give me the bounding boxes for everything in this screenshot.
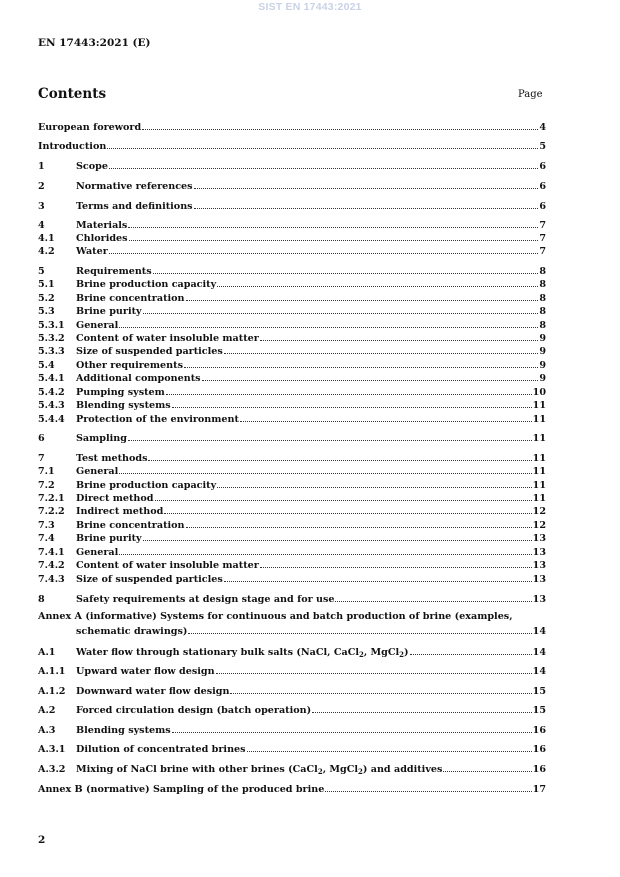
toc-entry[interactable] [38,451,546,464]
toc-entry-annex-a[interactable] [38,610,546,639]
toc-entry[interactable] [38,277,546,290]
toc-entry-number: 7 [38,453,45,464]
toc-entry-title: Dilution of concentrated brines [76,744,246,755]
toc-entry-page: 15 [532,705,546,716]
toc-entry-title: Blending systems [76,725,171,736]
toc-entry-title: Brine concentration [76,520,185,531]
toc-entry-page: 8 [539,279,546,290]
toc-entry[interactable] [38,331,546,344]
dot-leader [224,344,539,354]
dot-leader [119,545,531,555]
toc-entry-number: 2 [38,181,45,192]
dot-leader [119,464,531,474]
dot-leader [260,331,539,341]
toc-entry-page: 12 [532,520,546,531]
dot-leader [325,782,531,792]
dot-leader [129,231,539,241]
toc-entry-title: Direct method [76,493,154,504]
toc-entry[interactable] [38,592,546,605]
toc-entry-title: Size of suspended particles [76,346,223,357]
dot-leader [109,244,539,254]
toc-entry-page: 5 [539,141,546,152]
toc-entry-number: 5 [38,266,45,277]
toc-entry[interactable] [38,645,546,658]
dot-leader [217,478,531,488]
toc-entry-page: 8 [539,266,546,277]
toc-entry-title: Terms and definitions [76,201,193,212]
toc-entry-number: 7.1 [38,466,55,477]
dot-leader [230,684,531,694]
toc-entry-page: 17 [532,784,546,795]
dot-leader [164,504,531,514]
toc-entry-title: Normative references [76,181,193,192]
toc-entry-number: 7.2.1 [38,493,65,504]
toc-entry-page: 6 [539,181,546,192]
dot-leader [153,264,539,274]
dot-leader [155,491,532,501]
toc-entry-title: Introduction [38,141,107,152]
toc-entry-number: 5.4.1 [38,373,65,384]
toc-entry-title: Water [76,246,108,257]
dot-leader [216,664,532,674]
toc-entry-title: Content of water insoluble matter [76,333,259,344]
toc-entry-page: 6 [539,161,546,172]
toc-entry[interactable] [38,371,546,384]
toc-entry-page: 16 [532,725,546,736]
toc-entry[interactable] [38,358,546,371]
toc-entry[interactable] [38,199,546,212]
toc-entry[interactable] [38,159,546,172]
toc-entry[interactable] [38,762,546,775]
dot-leader [184,358,538,368]
dot-leader [119,318,538,328]
dot-leader [172,723,532,733]
toc-entry[interactable] [38,723,546,736]
toc-entry[interactable] [38,318,546,331]
dot-leader [217,277,538,287]
toc-entry[interactable] [38,531,546,544]
toc-entry-page: 13 [532,547,546,558]
toc-entry-number: 7.4.2 [38,560,65,571]
table-of-contents [38,0,546,877]
toc-entry-page: 16 [532,744,546,755]
toc-entry-page: 11 [532,414,546,425]
toc-entry-number: 8 [38,594,45,605]
toc-entry-page: 10 [532,387,546,398]
dot-leader [188,624,531,634]
toc-entry-title: Scope [76,161,108,172]
toc-entry-number: 5.3.2 [38,333,65,344]
toc-entry[interactable] [38,291,546,304]
toc-entry-number: 7.4.1 [38,547,65,558]
toc-entry-page: 7 [539,220,546,231]
page-number: 2 [38,834,46,846]
page-column-label: Page [518,89,543,100]
toc-entry-title: General [76,320,119,331]
dot-leader [128,218,538,228]
toc-entry-number: 7.4 [38,533,55,544]
toc-entry-number: 5.1 [38,279,55,290]
toc-entry-number: 3 [38,201,45,212]
document-id: EN 17443:2021 (E) [38,37,151,49]
dot-leader [186,291,539,301]
dot-leader [186,518,532,528]
toc-entry-page: 16 [532,764,546,775]
dot-leader [194,179,539,189]
toc-entry-page: 13 [532,560,546,571]
toc-entry-number: A.3.1 [38,744,66,755]
toc-entry-page: 15 [532,686,546,697]
dot-leader [312,703,531,713]
dot-leader [247,742,532,752]
toc-entry-number: 6 [38,433,45,444]
toc-entry-page: 9 [539,373,546,384]
toc-entry-page: 11 [532,480,546,491]
dot-leader [109,159,538,169]
toc-entry-page: 8 [539,293,546,304]
toc-entry[interactable] [38,558,546,571]
toc-entry-number: 4.2 [38,246,55,257]
toc-entry[interactable] [38,179,546,192]
toc-entry-title: Other requirements [76,360,183,371]
toc-entry-number: A.2 [38,705,56,716]
toc-entry-title: General [76,466,119,477]
toc-entry-number: 7.2.2 [38,506,65,517]
toc-entry-title: Requirements [76,266,152,277]
toc-entry[interactable] [38,464,546,477]
toc-entry-title: Safety requirements at design stage and for use [76,594,335,605]
dot-leader [443,762,531,772]
dot-leader [240,412,532,422]
toc-entry-number: 5.3 [38,306,55,317]
toc-entry-title: General [76,547,119,558]
toc-entry-title: Test methods [76,453,148,464]
toc-entry-title: Indirect method [76,506,164,517]
toc-entry-page: 7 [539,246,546,257]
toc-entry[interactable] [38,478,546,491]
dot-leader [148,451,531,461]
toc-entry-number: 5.3.1 [38,320,65,331]
toc-entry[interactable] [38,504,546,517]
dot-leader [128,431,532,441]
toc-entry-number: 7.2 [38,480,55,491]
toc-entry-title: Materials [76,220,128,231]
dot-leader [335,592,531,602]
toc-entry-title: Brine purity [76,533,142,544]
toc-entry-number: 5.4.4 [38,414,65,425]
toc-entry-page: 11 [532,400,546,411]
toc-entry-title: Forced circulation design (batch operation) [76,705,312,716]
dot-leader [224,572,532,582]
toc-entry-page: 11 [532,433,546,444]
toc-entry-number: 5.4.3 [38,400,65,411]
toc-entry-title: Sampling [76,433,127,444]
dot-leader [410,645,532,655]
toc-entry-number: A.3 [38,725,56,736]
dot-leader [172,398,532,408]
toc-entry-number: 5.2 [38,293,55,304]
toc-entry-page: 4 [539,122,546,133]
toc-entry-number: 5.4 [38,360,55,371]
dot-leader [202,371,539,381]
toc-entry-title: Mixing of NaCl brine with other brines (CaCl$_2$, MgCl$_2$) and additives [76,764,443,776]
toc-entry[interactable] [38,244,546,257]
toc-entry-page: 9 [539,333,546,344]
toc-entry-title-line1: Annex A (informative) Systems for continuous and batch production of brine (examples, [38,611,513,622]
toc-entry-title: Annex B (normative) Sampling of the produced brine [38,784,325,795]
toc-entry[interactable] [38,344,546,357]
toc-entry[interactable] [38,398,546,411]
toc-entry-page: 9 [539,360,546,371]
toc-entry[interactable] [38,385,546,398]
toc-entry-page: 11 [532,466,546,477]
toc-entry[interactable] [38,742,546,755]
toc-entry-number: A.1.1 [38,666,66,677]
dot-leader [166,385,532,395]
toc-entry-page: 14 [532,647,546,658]
toc-entry-number: 5.3.3 [38,346,65,357]
toc-entry-page: 13 [532,533,546,544]
toc-entry-number: 4 [38,220,45,231]
toc-entry-title: European foreword [38,122,142,133]
toc-entry-page: 13 [532,594,546,605]
toc-entry-title: Blending systems [76,400,171,411]
toc-entry-title: Brine production capacity [76,279,217,290]
toc-entry[interactable] [38,231,546,244]
toc-entry-page: 13 [532,574,546,585]
toc-entry-number: 4.1 [38,233,55,244]
toc-entry[interactable] [38,545,546,558]
toc-entry-page: 8 [539,306,546,317]
toc-entry-title: Size of suspended particles [76,574,223,585]
dot-leader [143,531,532,541]
toc-entry[interactable] [38,703,546,716]
toc-entry-page: 6 [539,201,546,212]
toc-entry-page: 9 [539,346,546,357]
toc-entry[interactable] [38,139,546,152]
toc-entry[interactable] [38,120,546,133]
contents-title: Contents [38,86,107,102]
toc-entry-page: 11 [532,493,546,504]
toc-entry[interactable] [38,684,546,697]
toc-entry[interactable] [38,572,546,585]
toc-entry-title: Brine production capacity [76,480,217,491]
toc-entry[interactable] [38,782,546,795]
toc-entry-title: Pumping system [76,387,165,398]
toc-entry-number: 7.4.3 [38,574,65,585]
toc-entry-page: 11 [532,453,546,464]
toc-entry-title: Additional components [76,373,201,384]
toc-entry-number: A.1.2 [38,686,66,697]
toc-entry[interactable] [38,491,546,504]
toc-entry-number: A.3.2 [38,764,66,775]
toc-entry-number: 5.4.2 [38,387,65,398]
toc-entry[interactable] [38,264,546,277]
dot-leader [107,139,538,149]
toc-entry-title: Protection of the environment [76,414,239,425]
toc-entry-title: Content of water insoluble matter [76,560,259,571]
toc-entry-title: Upward water flow design [76,666,215,677]
watermark: SIST EN 17443:2021 [258,1,362,13]
toc-entry-page: 14 [532,666,546,677]
toc-entry[interactable] [38,412,546,425]
toc-entry-number: 1 [38,161,45,172]
toc-entry-page: 14 [532,626,546,637]
toc-entry-title: Brine purity [76,306,142,317]
toc-entry-title: Water flow through stationary bulk salts (NaCl, CaCl$_2$, MgCl$_2$) [76,647,409,659]
dot-leader [260,558,532,568]
toc-entry-page: 7 [539,233,546,244]
toc-entry[interactable] [38,518,546,531]
toc-entry[interactable] [38,304,546,317]
toc-entry-number: A.1 [38,647,56,658]
toc-entry-title: Chlorides [76,233,128,244]
toc-entry[interactable] [38,664,546,677]
toc-entry-number: 7.3 [38,520,55,531]
dot-leader [142,120,538,130]
toc-entry-title: Brine concentration [76,293,185,304]
toc-entry-title-line2: schematic drawings) 14 [76,626,546,637]
toc-entry[interactable] [38,218,546,231]
toc-entry-page: 8 [539,320,546,331]
dot-leader [194,199,539,209]
toc-entry[interactable] [38,431,546,444]
toc-entry-page: 12 [532,506,546,517]
toc-entry-title: Downward water flow design [76,686,230,697]
dot-leader [143,304,539,314]
